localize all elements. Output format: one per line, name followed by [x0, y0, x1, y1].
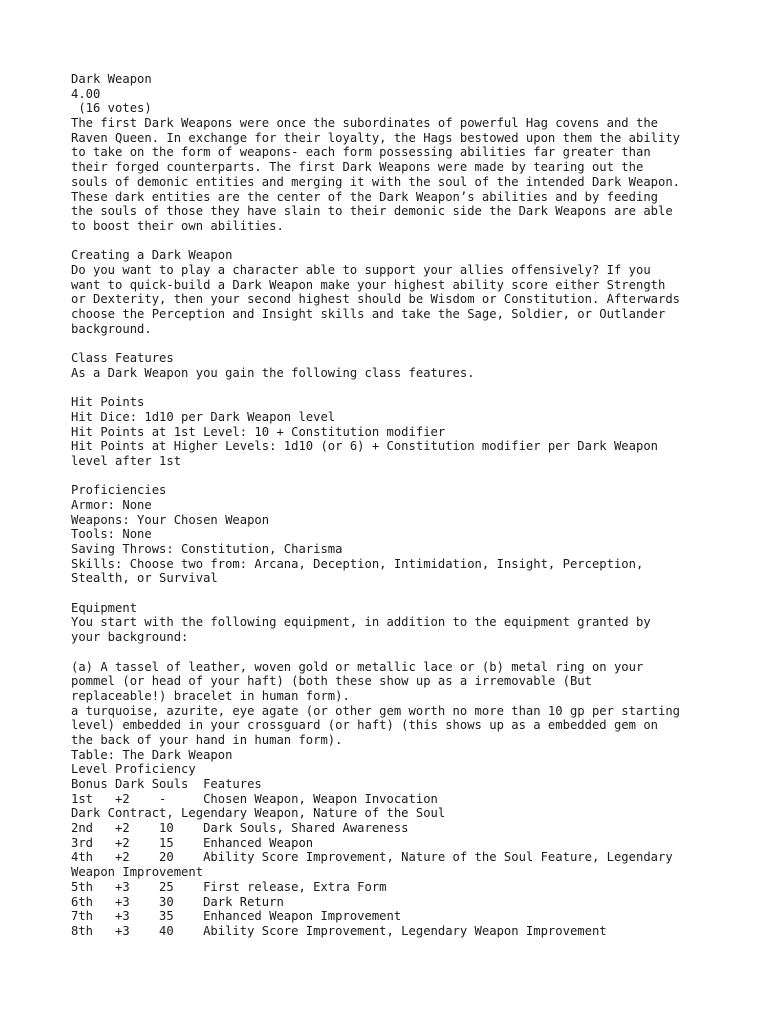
text-line: Do you want to play a character able to support your allies offensively? If you — [71, 262, 651, 277]
blank-line — [71, 469, 711, 484]
blank-line — [71, 234, 711, 249]
text-line: (16 votes) — [71, 101, 152, 116]
text-line: Raven Queen. In exchange for their loyalty, the Hags bestowed upon them the ability — [71, 130, 681, 145]
text-line: 1st +2 - Chosen Weapon, Weapon Invocation — [71, 791, 438, 806]
text-line: to take on the form of weapons- each form possessing abilities far greater than — [71, 145, 651, 160]
blank-line — [71, 336, 711, 351]
text-line: 4.00 — [71, 86, 101, 101]
text-line: Skills: Choose two from: Arcana, Deception, Intimidation, Insight, Perception, — [71, 556, 644, 571]
text-line: 6th +3 30 Dark Return — [71, 894, 284, 909]
text-line: Weapons: Your Chosen Weapon — [71, 512, 270, 527]
blank-line — [71, 380, 711, 395]
text-line: want to quick-build a Dark Weapon make your highest ability score either Strength — [71, 277, 666, 292]
text-line: Hit Dice: 1d10 per Dark Weapon level — [71, 409, 336, 424]
text-line: Creating a Dark Weapon — [71, 248, 233, 263]
text-line: pommel (or head of your haft) (both these show up as a irremovable (But — [71, 674, 592, 689]
document-body — [71, 72, 711, 939]
text-line: replaceable!) bracelet in human form). — [71, 688, 350, 703]
text-line: souls of demonic entities and merging it with the soul of the intended Dark Weapon. — [71, 174, 681, 189]
text-line: their forged counterparts. The first Dark Weapons were made by tearing out the — [71, 160, 644, 175]
text-line: Equipment — [71, 600, 138, 615]
text-line: choose the Perception and Insight skills and take the Sage, Soldier, or Outlander — [71, 307, 666, 321]
text-line: Stealth, or Survival — [71, 571, 218, 586]
text-line: Level Proficiency — [71, 762, 196, 777]
text-line: Hit Points at Higher Levels: 1d10 (or 6) + Constitution modifier per Dark Weapon — [71, 439, 658, 454]
text-line: a turquoise, azurite, eye agate (or other gem worth no more than 10 gp per starting — [71, 703, 681, 718]
text-line: or Dexterity, then your second highest should be Wisdom or Constitution. Afterwards — [71, 292, 681, 307]
text-line: As a Dark Weapon you gain the following class features. — [71, 365, 475, 380]
text-line: Table: The Dark Weapon — [71, 747, 233, 762]
text-line: background. — [71, 321, 152, 336]
text-line: 2nd +2 10 Dark Souls, Shared Awareness — [71, 821, 409, 836]
text-line: the souls of those they have slain to their demonic side the Dark Weapons are able — [71, 204, 673, 219]
text-line: These dark entities are the center of the Dark Weapon’s abilities and by feeding — [71, 189, 658, 204]
text-line: Hit Points at 1st Level: 10 + Constitution modifier — [71, 424, 446, 439]
text-line: The first Dark Weapons were once the subordinates of powerful Hag covens and the — [71, 116, 658, 131]
text-line: Dark Weapon — [71, 72, 152, 86]
text-line: level) embedded in your crossguard (or haft) (this shows up as a embedded gem on — [71, 718, 658, 733]
text-line: 5th +3 25 First release, Extra Form — [71, 879, 387, 894]
text-line: Hit Points — [71, 395, 145, 410]
text-line: level after 1st — [71, 453, 182, 468]
text-line: your background: — [71, 630, 189, 645]
blank-line — [71, 645, 711, 660]
text-line: (a) A tassel of leather, woven gold or metallic lace or (b) metal ring on your — [71, 659, 644, 674]
text-line: Proficiencies — [71, 483, 167, 498]
text-line: 7th +3 35 Enhanced Weapon Improvement — [71, 909, 402, 924]
text-line: the back of your hand in human form). — [71, 732, 343, 747]
text-line: You start with the following equipment, in addition to the equipment granted by — [71, 615, 651, 630]
text-line: to boost their own abilities. — [71, 218, 284, 233]
text-line: Dark Contract, Legendary Weapon, Nature of the Soul — [71, 806, 446, 821]
text-line: Bonus Dark Souls Features — [71, 777, 262, 791]
text-line: Class Features — [71, 351, 174, 366]
blank-line — [71, 586, 711, 601]
text-line: Armor: None — [71, 497, 152, 512]
text-line: Weapon Improvement — [71, 865, 204, 880]
text-line: Tools: None — [71, 527, 152, 542]
text-line: 3rd +2 15 Enhanced Weapon — [71, 835, 314, 850]
text-line: Saving Throws: Constitution, Charisma — [71, 542, 343, 556]
text-line: 8th +3 40 Ability Score Improvement, Legendary Weapon Improvement — [71, 923, 607, 938]
text-line: 4th +2 20 Ability Score Improvement, Nature of the Soul Feature, Legendary — [71, 850, 673, 865]
